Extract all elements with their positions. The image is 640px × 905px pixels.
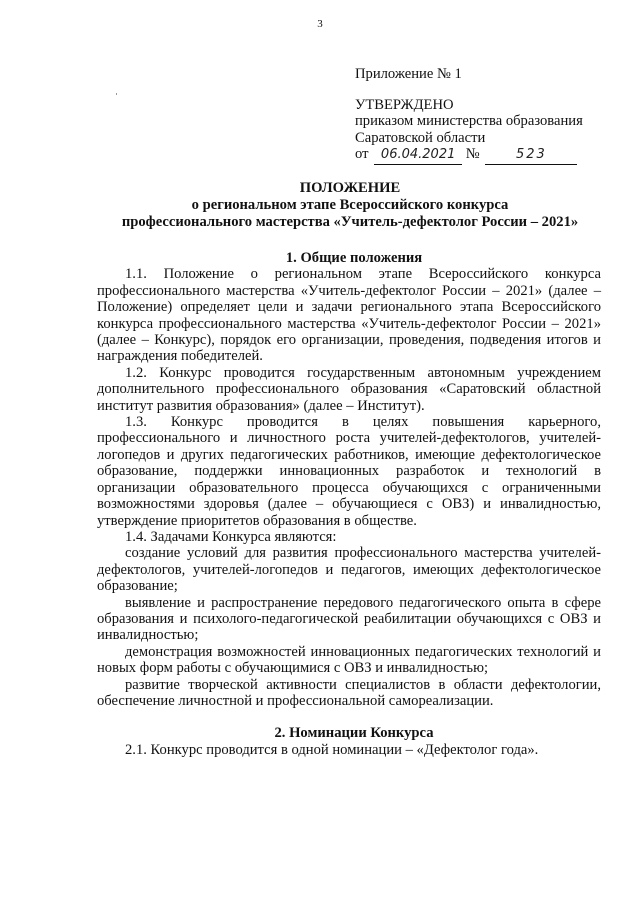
paragraph-1-1: 1.1. Положение о региональном этапе Всероссийского конкурса профессионального мастерства «Учитель-дефектолог России – 2021» (далее – Положение) определяет цели и задачи регионального этапа Всероссийского конкурса профессионального мастерства «Учитель-дефектолог России – 2021» (далее – Конкурс), порядок его организации, проведения, подведения итогов и награждения победителей. xyxy=(97,266,601,365)
from-label: от xyxy=(355,146,369,162)
approval-date-line xyxy=(355,146,625,165)
title-line-2: профессионального мастерства «Учитель-дефектолог России – 2021» xyxy=(121,214,579,230)
paragraph-1-4: 1.4. Задачами Конкурса являются: xyxy=(125,528,337,545)
number-label: № xyxy=(465,146,480,162)
section-2-heading: 2. Номинации Конкурса xyxy=(274,725,434,742)
approval-line-1: приказом министерства образования xyxy=(355,113,583,129)
section-1-heading: 1. Общие положения xyxy=(285,250,423,266)
paragraph-2-1: 2.1. Конкурс проводится в одной номинации – «Дефектолог года». xyxy=(125,741,539,758)
handwritten-date: 06.04.2021 xyxy=(374,147,462,165)
title-heading: ПОЛОЖЕНИЕ xyxy=(299,180,401,196)
handwritten-order-number: 523 xyxy=(485,147,577,165)
approved-stamp-label: УТВЕРЖДЕНО xyxy=(355,96,454,113)
paragraph-1-3: 1.3. Конкурс проводится в целях повышения карьерного, профессионального и личностного роста учителей-дефектологов, учителей-логопедов и других педагогических работников, имеющие дефектологическое образование, поддержки инновационных разработок и технологий в организации образовательного процесса обучающихся с ограниченными возможностями здоровья (далее – обучающиеся с ОВЗ) и инвалидностью, утверждение приоритетов образования в обществе. xyxy=(97,414,601,529)
task-item: развитие творческой активности специалистов в области дефектологии, обеспечение личностной и профессиональной самореализации. xyxy=(97,676,601,709)
page-number: 3 xyxy=(317,18,323,30)
document-body xyxy=(97,250,601,758)
task-item: выявление и распространение передового педагогического опыта в сфере образования и психолого-педагогической реабилитации обучающихся с ОВЗ и инвалидностью; xyxy=(97,594,601,644)
title-line-1: о региональном этапе Всероссийского конкурса xyxy=(191,197,509,213)
approval-line-2: Саратовской области xyxy=(355,129,486,146)
task-item: создание условий для развития профессионального мастерства учителей-дефектологов, учителей-логопедов и педагогов, имеющих дефектологическое образование; xyxy=(97,545,601,595)
appendix-label: Приложение № 1 xyxy=(355,66,462,82)
approval-block xyxy=(355,66,625,165)
document-title xyxy=(90,180,610,231)
paragraph-1-2: 1.2. Конкурс проводится государственным автономным учреждением дополнительного профессионального образования «Саратовский областной институт развития образования» (далее – Институт). xyxy=(97,364,601,414)
task-item: демонстрация возможностей инновационных педагогических технологий и новых форм работы с обучающимися с ОВЗ и инвалидностью; xyxy=(97,643,601,677)
scan-mark xyxy=(116,93,117,95)
